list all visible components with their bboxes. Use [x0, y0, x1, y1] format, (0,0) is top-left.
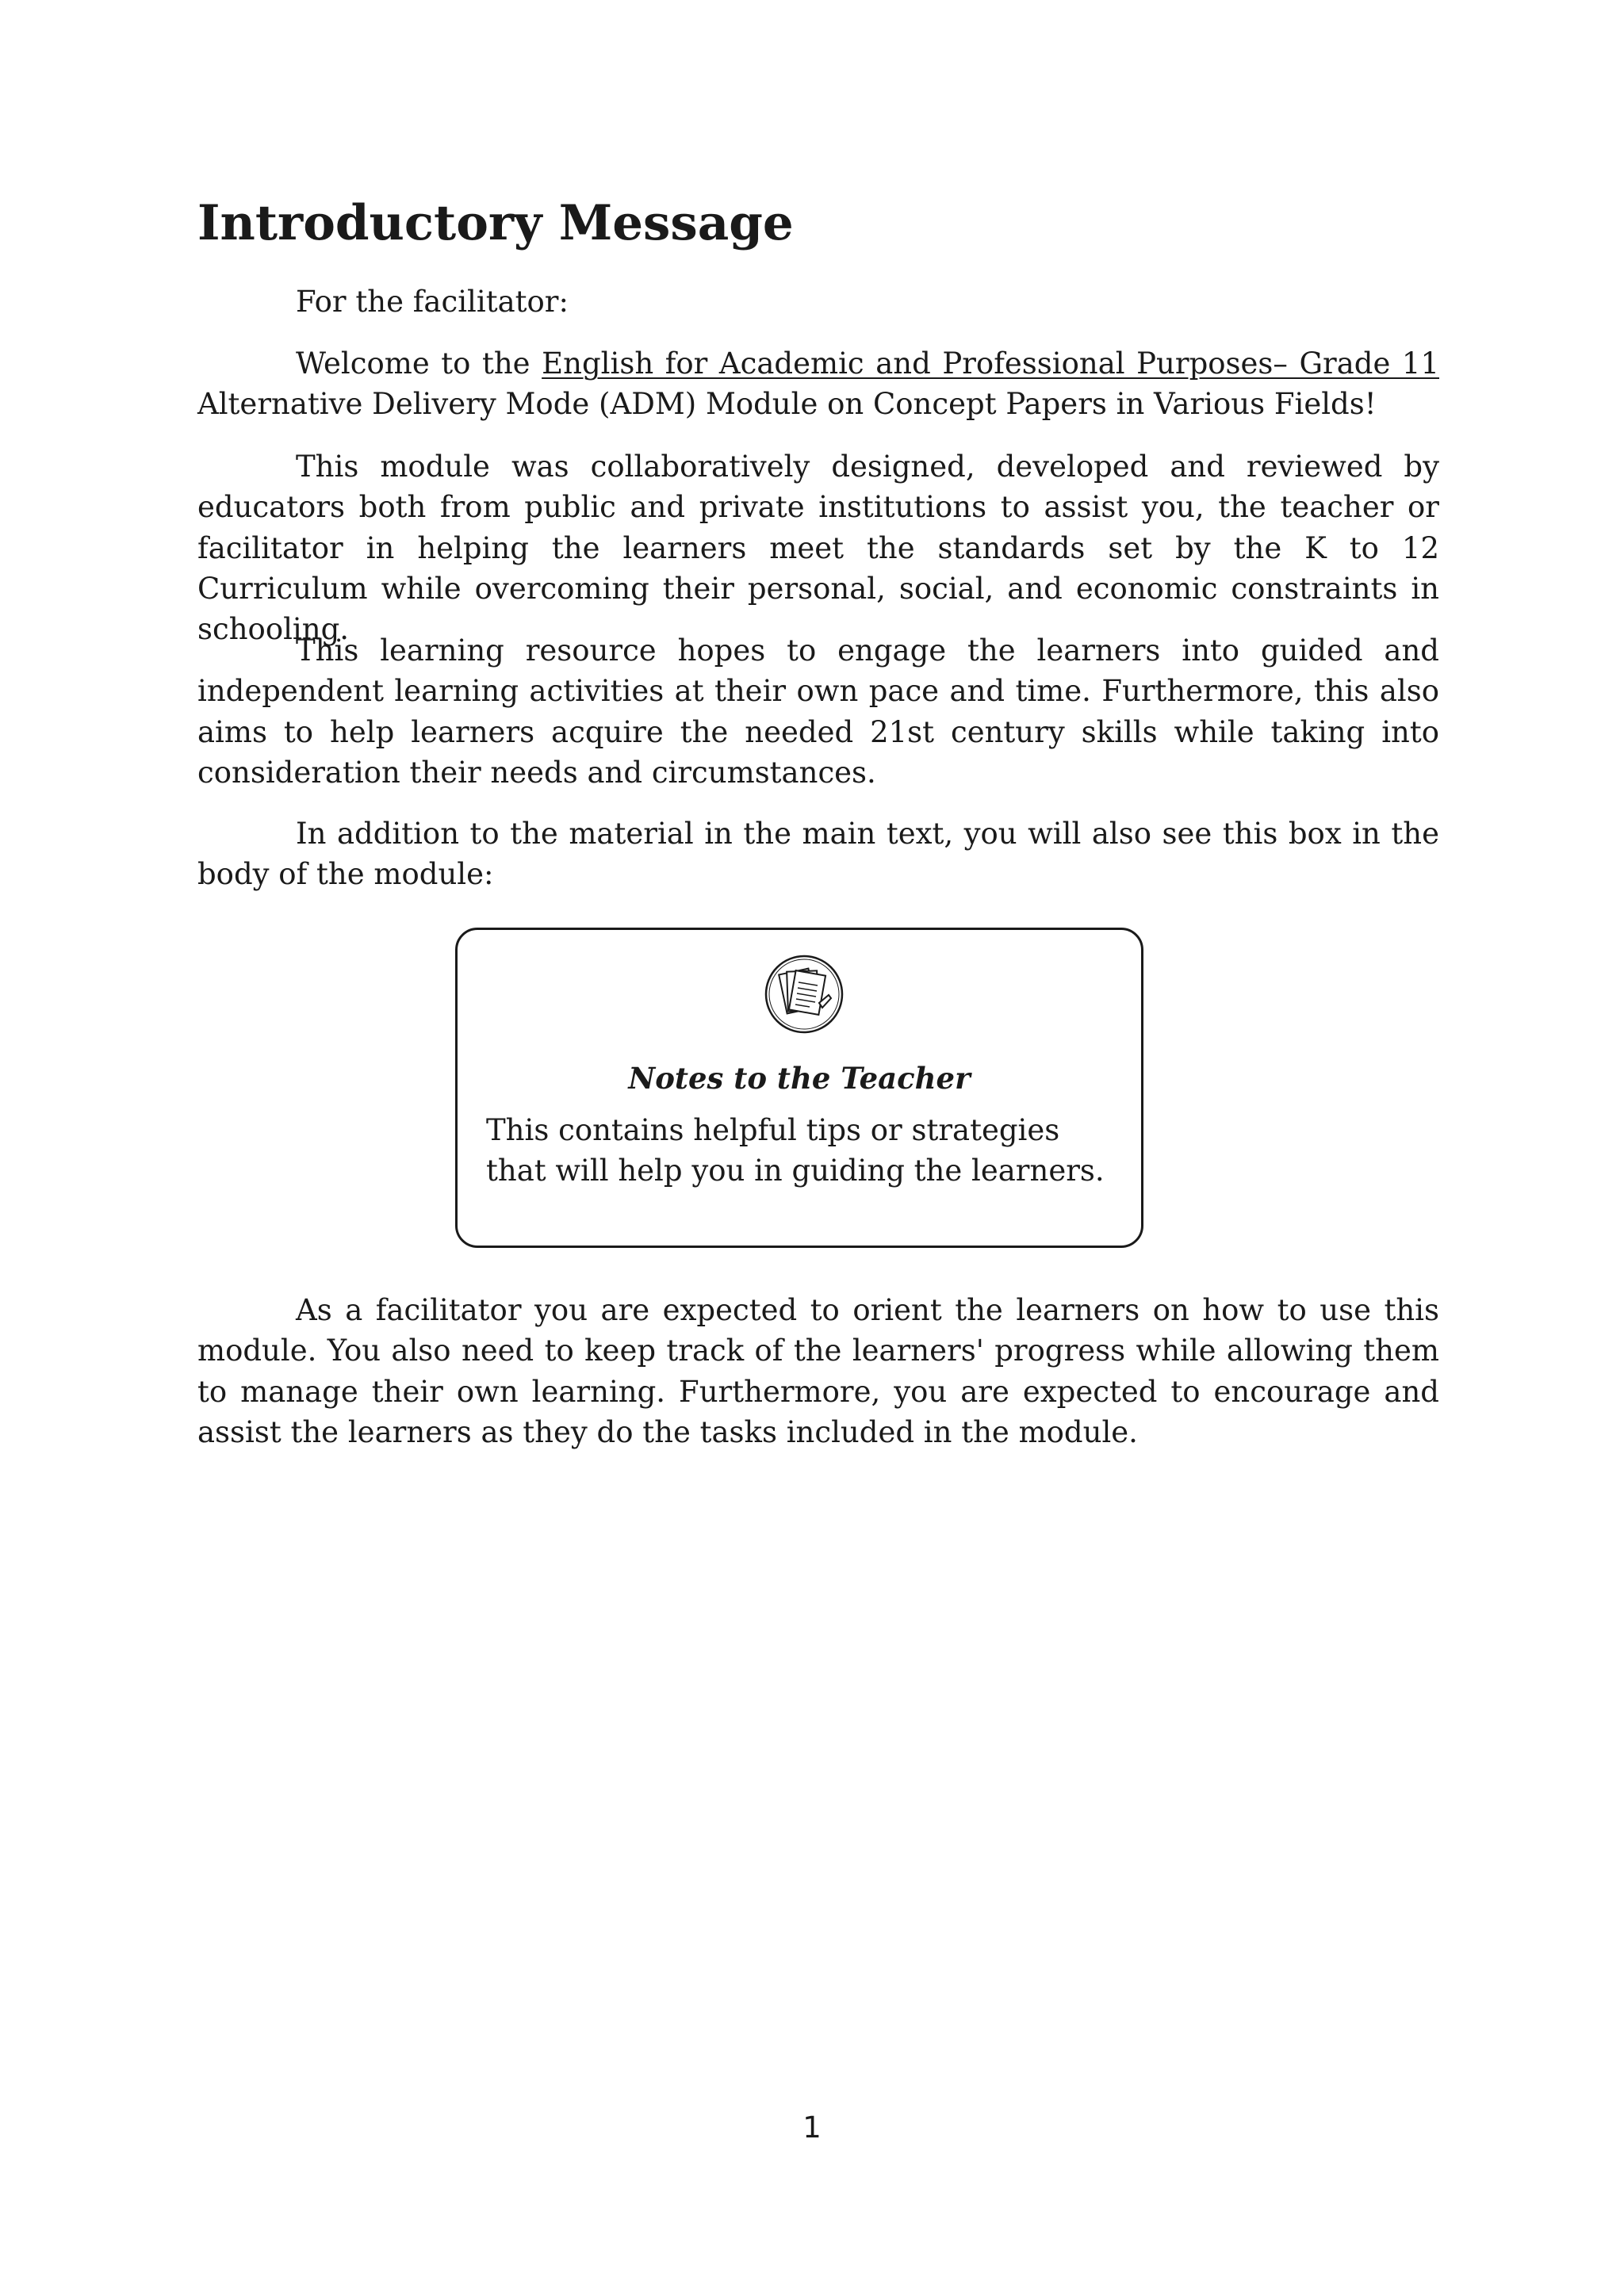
salutation: For the facilitator:: [296, 285, 569, 319]
notes-papers-icon: [764, 954, 845, 1035]
notes-box-title: Notes to the Teacher: [628, 1061, 971, 1096]
learning-resource-paragraph: This learning resource hopes to engage the learners into guided and independent learning activities at their own pace and time. Furthermore, this also aims to help learners acquire the needed 21st century skills while taking into consideration their needs and circumstances.: [197, 633, 1439, 790]
notes-to-teacher-box: [455, 928, 1143, 1248]
welcome-paragraph: [197, 343, 1439, 425]
box-intro-paragraph: In addition to the material in the main text, you will also see this box in the body of the module:: [197, 817, 1439, 892]
course-title: English for Academic and Professional Purposes– Grade 11: [542, 346, 1439, 381]
welcome-prefix: Welcome to the: [296, 346, 542, 381]
facilitator-role-paragraph: As a facilitator you are expected to orient the learners on how to use this module. You also need to keep track of the learners' progress while allowing them to manage their own learning. Furthermore, you are expected to encourage and assist the learners as they do the tasks included in the module.: [197, 1293, 1439, 1449]
welcome-suffix: Alternative Delivery Mode (ADM) Module on Concept Papers in Various Fields!: [197, 387, 1377, 422]
module-description-paragraph: This module was collaboratively designed, developed and reviewed by educators both from public and private institutions to assist you, the teacher or facilitator in helping the learners meet the standards set by the K to 12 Curriculum while overcoming their personal, social, and economic constraints in schooling.: [197, 450, 1439, 647]
page-title: Introductory Message: [197, 195, 794, 251]
page-number: 1: [802, 2110, 822, 2145]
notes-box-body: This contains helpful tips or strategies that will help you in guiding the learners.: [486, 1113, 1105, 1188]
